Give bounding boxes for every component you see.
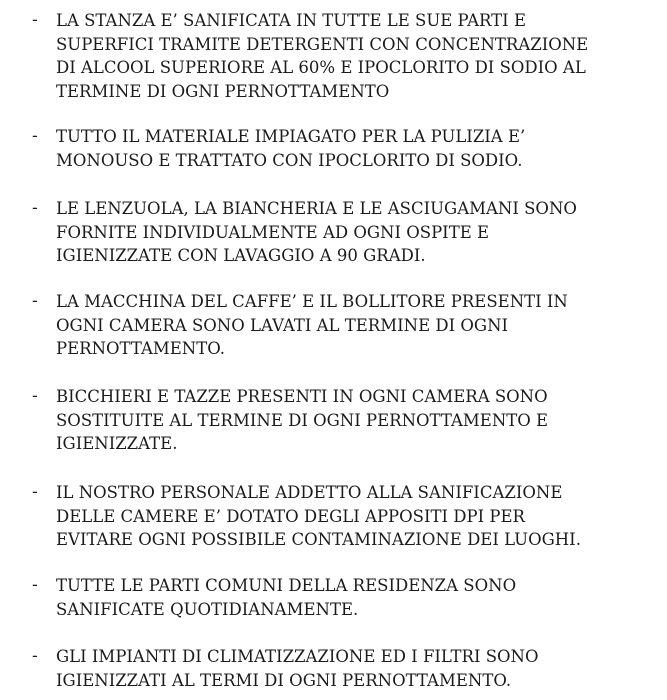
bullet-dash: - [32,386,38,406]
bullet-dash: - [32,646,38,666]
bullet-dash: - [32,198,38,218]
bullet-dash: - [32,10,38,30]
list-item-text: TUTTO IL MATERIALE IMPIAGATO PER LA PULIZIA E’ MONOUSO E TRATTATO CON IPOCLORITO DI SODIO. [56,127,526,170]
bullet-dash: - [32,575,38,595]
bullet-dash: - [32,482,38,502]
bullet-dash: - [32,126,38,146]
list-item-text: LA MACCHINA DEL CAFFE’ E IL BOLLITORE PRESENTI IN OGNI CAMERA SONO LAVATI AL TERMINE DI OGNI PERNOTTAMENTO. [56,292,568,358]
list-item-text: LE LENZUOLA, LA BIANCHERIA E LE ASCIUGAMANI SONO FORNITE INDIVIDUALMENTE AD OGNI OSPITE E IGIENIZZATE CON LAVAGGIO A 90 GRADI. [56,199,577,265]
bullet-dash: - [32,291,38,311]
list-item-text: GLI IMPIANTI DI CLIMATIZZAZIONE ED I FILTRI SONO IGIENIZZATI AL TERMI DI OGNI PERNOTTAMENTO. [56,647,539,690]
list-item-text: BICCHIERI E TAZZE PRESENTI IN OGNI CAMERA SONO SOSTITUITE AL TERMINE DI OGNI PERNOTTAMENTO E IGIENIZZATE. [56,387,549,453]
list-item-text: TUTTE LE PARTI COMUNI DELLA RESIDENZA SONO SANIFICATE QUOTIDIANAMENTE. [56,576,517,619]
list-item-text: IL NOSTRO PERSONALE ADDETTO ALLA SANIFICAZIONE DELLE CAMERE E’ DOTATO DEGLI APPOSITI DPI PER EVITARE OGNI POSSIBILE CONTAMINAZIONE DEI LUOGHI. [56,483,581,549]
list-item-text: LA STANZA E’ SANIFICATA IN TUTTE LE SUE PARTI E SUPERFICI TRAMITE DETERGENTI CON CONCENTRAZIONE DI ALCOOL SUPERIORE AL 60% E IPOCLORITO DI SODIO AL TERMINE DI OGNI PERNOTTAMENTO [56,11,589,101]
